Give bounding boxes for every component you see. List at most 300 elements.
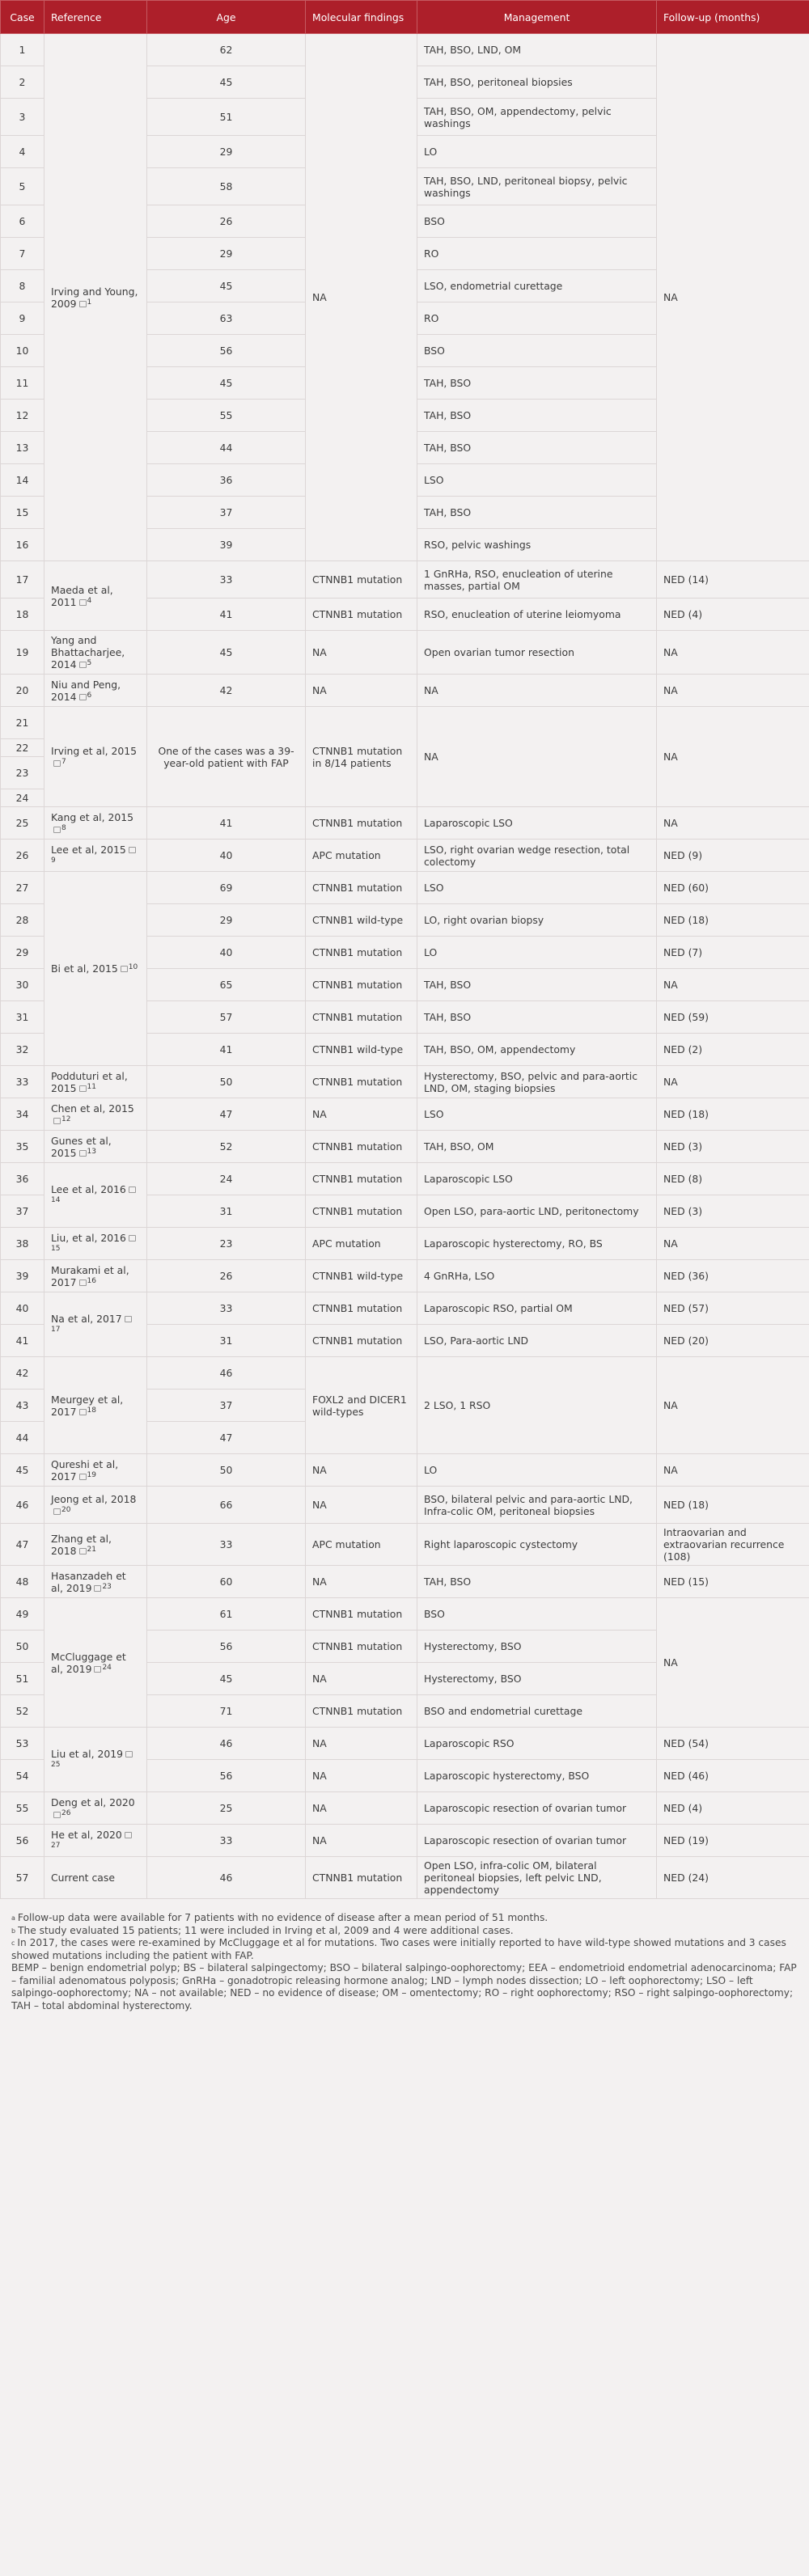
- reference-link-icon[interactable]: [79, 662, 87, 668]
- table-row: [1, 1066, 809, 1098]
- reference-link-icon[interactable]: [53, 1118, 61, 1124]
- reference-number: 25: [51, 1760, 61, 1769]
- followup-cell: NA: [657, 631, 809, 675]
- age-cell: 33: [147, 1524, 306, 1566]
- molecular-cell: CTNNB1 mutation: [306, 561, 417, 599]
- case-number-cell: 6: [1, 205, 44, 238]
- reference-cell: [44, 1825, 147, 1857]
- footnote: [11, 1925, 798, 1938]
- case-number-cell: 38: [1, 1228, 44, 1260]
- reference-text: Jeong et al, 2018: [51, 1492, 137, 1505]
- management-cell: RO: [417, 302, 657, 335]
- molecular-cell: NA: [306, 1566, 417, 1598]
- reference-number: 9: [51, 856, 56, 865]
- reference-cell: [44, 1066, 147, 1098]
- followup-cell: NED (9): [657, 840, 809, 872]
- table-row: [1, 1792, 809, 1825]
- management-cell: Hysterectomy, BSO, pelvic and para-aortic LND, OM, staging biopsies: [417, 1066, 657, 1098]
- age-cell: 31: [147, 1325, 306, 1357]
- age-cell: 56: [147, 1631, 306, 1663]
- age-cell: 66: [147, 1487, 306, 1524]
- case-number-cell: 10: [1, 335, 44, 367]
- reference-link-icon[interactable]: [79, 301, 87, 307]
- management-cell: Hysterectomy, BSO: [417, 1663, 657, 1695]
- case-number-cell: 50: [1, 1631, 44, 1663]
- molecular-cell: APC mutation: [306, 1228, 417, 1260]
- case-number-cell: 2: [1, 66, 44, 99]
- followup-cell: NED (4): [657, 1792, 809, 1825]
- case-number-cell: 25: [1, 807, 44, 840]
- management-cell: TAH, BSO: [417, 497, 657, 529]
- case-number-cell: 44: [1, 1422, 44, 1454]
- reference-text: Niu and Peng, 2014: [51, 678, 121, 703]
- case-number-cell: 52: [1, 1695, 44, 1728]
- reference-cell: [44, 1292, 147, 1357]
- age-cell: 31: [147, 1195, 306, 1228]
- molecular-cell: NA: [306, 34, 417, 561]
- age-cell: 52: [147, 1131, 306, 1163]
- molecular-cell: NA: [306, 1487, 417, 1524]
- molecular-cell: CTNNB1 mutation: [306, 1695, 417, 1728]
- management-cell: TAH, BSO, LND, OM: [417, 34, 657, 66]
- reference-link-icon[interactable]: [125, 1832, 132, 1838]
- age-cell: 36: [147, 464, 306, 497]
- management-cell: Open ovarian tumor resection: [417, 631, 657, 675]
- table-row: [1, 1292, 809, 1325]
- case-number-cell: 17: [1, 561, 44, 599]
- case-number-cell: 22: [1, 739, 44, 757]
- footnote-mark: c: [11, 1939, 15, 1947]
- age-cell: 65: [147, 969, 306, 1001]
- management-cell: 1 GnRHa, RSO, enucleation of uterine masses, partial OM: [417, 561, 657, 599]
- followup-cell: NED (18): [657, 1487, 809, 1524]
- management-cell: RSO, enucleation of uterine leiomyoma: [417, 599, 657, 631]
- management-cell: Laparoscopic resection of ovarian tumor: [417, 1792, 657, 1825]
- case-number-cell: 19: [1, 631, 44, 675]
- management-cell: Laparoscopic LSO: [417, 807, 657, 840]
- case-number-cell: 32: [1, 1034, 44, 1066]
- reference-text: Irving et al, 2015: [51, 744, 138, 757]
- reference-cell: [44, 1487, 147, 1524]
- reference-link-icon[interactable]: [53, 1508, 61, 1515]
- management-cell: TAH, BSO: [417, 969, 657, 1001]
- case-number-cell: 14: [1, 464, 44, 497]
- reference-number: 11: [87, 1082, 96, 1091]
- reference-link-icon[interactable]: [94, 1585, 101, 1592]
- reference-cell: [44, 872, 147, 1066]
- molecular-cell: CTNNB1 mutation: [306, 599, 417, 631]
- age-cell: 25: [147, 1792, 306, 1825]
- management-cell: NA: [417, 707, 657, 807]
- reference-link-icon[interactable]: [125, 1751, 133, 1758]
- reference-text: McCluggage et al, 2019: [51, 1650, 126, 1675]
- case-number-cell: 54: [1, 1760, 44, 1792]
- reference-text: Qureshi et al, 2017: [51, 1457, 119, 1483]
- age-cell: 33: [147, 1292, 306, 1325]
- management-cell: Laparoscopic RSO, partial OM: [417, 1292, 657, 1325]
- age-cell: 61: [147, 1598, 306, 1631]
- reference-number: 12: [61, 1115, 71, 1123]
- reference-link-icon[interactable]: [79, 1150, 87, 1157]
- molecular-cell: CTNNB1 mutation: [306, 937, 417, 969]
- followup-cell: NED (20): [657, 1325, 809, 1357]
- age-cell: 69: [147, 872, 306, 904]
- molecular-cell: NA: [306, 631, 417, 675]
- footnote-mark: a: [11, 1914, 15, 1922]
- reference-link-icon[interactable]: [94, 1666, 101, 1673]
- table-row: [1, 840, 809, 872]
- management-cell: TAH, BSO: [417, 1001, 657, 1034]
- molecular-cell: NA: [306, 1792, 417, 1825]
- reference-text: Podduturi et al, 2015: [51, 1069, 128, 1094]
- footnote-text: In 2017, the cases were re-examined by McCluggage et al for mutations. Two cases were initially reported to have wild-type showed mutations and 3 cases showed mutations including the patient with FAP.: [11, 1937, 786, 1961]
- reference-number: 23: [102, 1582, 112, 1591]
- management-cell: BSO: [417, 1598, 657, 1631]
- case-number-cell: 29: [1, 937, 44, 969]
- reference-text: Current case: [51, 1872, 115, 1884]
- case-number-cell: 24: [1, 789, 44, 807]
- reference-cell: [44, 1792, 147, 1825]
- case-number-cell: 55: [1, 1792, 44, 1825]
- molecular-cell: CTNNB1 mutation: [306, 969, 417, 1001]
- table-row: [1, 1598, 809, 1631]
- reference-number: 1: [87, 298, 92, 307]
- header-row: [1, 1, 809, 34]
- reference-link-icon[interactable]: [53, 760, 61, 767]
- reference-text: Hasanzadeh et al, 2019: [51, 1569, 126, 1594]
- table-row: [1, 1454, 809, 1487]
- reference-number: 24: [102, 1663, 112, 1672]
- molecular-cell: CTNNB1 mutation: [306, 1598, 417, 1631]
- management-cell: TAH, BSO, OM, appendectomy, pelvic washings: [417, 99, 657, 136]
- case-number-cell: 18: [1, 599, 44, 631]
- case-number-cell: 35: [1, 1131, 44, 1163]
- reference-link-icon[interactable]: [79, 1085, 87, 1092]
- reference-number: 20: [61, 1505, 71, 1514]
- table-row: [1, 1524, 809, 1566]
- reference-cell: [44, 1260, 147, 1292]
- reference-cell: [44, 1131, 147, 1163]
- reference-number: 26: [61, 1808, 71, 1817]
- reference-number: 8: [61, 823, 66, 832]
- followup-cell: NED (14): [657, 561, 809, 599]
- age-cell: 50: [147, 1454, 306, 1487]
- followup-cell: NA: [657, 1598, 809, 1728]
- age-cell: 33: [147, 561, 306, 599]
- molecular-cell: CTNNB1 wild-type: [306, 904, 417, 937]
- case-number-cell: 26: [1, 840, 44, 872]
- molecular-cell: FOXL2 and DICER1 wild-types: [306, 1357, 417, 1454]
- table-row: [1, 34, 809, 66]
- table-row: [1, 1131, 809, 1163]
- reference-cell: [44, 1454, 147, 1487]
- reference-link-icon[interactable]: [79, 694, 87, 700]
- age-cell: 24: [147, 1163, 306, 1195]
- management-cell: TAH, BSO, OM, appendectomy: [417, 1034, 657, 1066]
- age-cell: 62: [147, 34, 306, 66]
- molecular-cell: CTNNB1 mutation: [306, 1325, 417, 1357]
- footnote: [11, 1937, 798, 1962]
- management-cell: Hysterectomy, BSO: [417, 1631, 657, 1663]
- case-number-cell: 53: [1, 1728, 44, 1760]
- management-cell: Laparoscopic hysterectomy, RO, BS: [417, 1228, 657, 1260]
- followup-cell: NED (4): [657, 599, 809, 631]
- case-number-cell: 57: [1, 1857, 44, 1899]
- followup-cell: Intraovarian and extraovarian recurrence (108): [657, 1524, 809, 1566]
- reference-link-icon[interactable]: [79, 1474, 87, 1480]
- reference-cell: [44, 807, 147, 840]
- followup-cell: NA: [657, 969, 809, 1001]
- table-row: [1, 1260, 809, 1292]
- age-cell: 56: [147, 1760, 306, 1792]
- age-cell: 33: [147, 1825, 306, 1857]
- table-row: [1, 1566, 809, 1598]
- case-number-cell: 51: [1, 1663, 44, 1695]
- footnote: [11, 1912, 798, 1925]
- management-cell: LSO: [417, 1098, 657, 1131]
- management-cell: LSO, right ovarian wedge resection, total colectomy: [417, 840, 657, 872]
- case-number-cell: 21: [1, 707, 44, 739]
- reference-number: 21: [87, 1545, 96, 1554]
- followup-cell: NA: [657, 675, 809, 707]
- reference-link-icon[interactable]: [129, 1235, 136, 1241]
- reference-cell: [44, 1598, 147, 1728]
- case-number-cell: 49: [1, 1598, 44, 1631]
- age-cell: 46: [147, 1728, 306, 1760]
- reference-link-icon[interactable]: [121, 966, 128, 972]
- footnote-text: BEMP – benign endometrial polyp; BS – bilateral salpingectomy; BSO – bilateral salpingo-oophorectomy; EEA – endometrioid endometrial adenocarcinoma; FAP – familial adenomatous polyposis; GnRHa – gonadotropic releasing hormone analog; LND – lymph nodes dissection; LO – left oophorectomy; LSO – left salpingo-oophorectomy; NA – not available; NED – no evidence of disease; OM – omentectomy; RO – right oophorectomy; RSO – right salpingo-oophorectomy; TAH – total abdominal hysterectomy.: [11, 1962, 797, 2011]
- reference-text: Lee et al, 2016: [51, 1182, 126, 1195]
- table-row: [1, 631, 809, 675]
- reference-link-icon[interactable]: [129, 847, 136, 853]
- age-cell: One of the cases was a 39-year-old patient with FAP: [147, 707, 306, 807]
- molecular-cell: CTNNB1 mutation: [306, 1631, 417, 1663]
- reference-number: 14: [51, 1195, 61, 1204]
- reference-cell: [44, 1098, 147, 1131]
- management-cell: LSO: [417, 464, 657, 497]
- reference-cell: [44, 1566, 147, 1598]
- case-number-cell: 37: [1, 1195, 44, 1228]
- molecular-cell: NA: [306, 1454, 417, 1487]
- footnote-text: The study evaluated 15 patients; 11 were included in Irving et al, 2009 and 4 were additional cases.: [18, 1924, 514, 1936]
- age-cell: 56: [147, 335, 306, 367]
- age-cell: 41: [147, 807, 306, 840]
- case-number-cell: 27: [1, 872, 44, 904]
- molecular-cell: CTNNB1 wild-type: [306, 1260, 417, 1292]
- case-number-cell: 13: [1, 432, 44, 464]
- case-number-cell: 45: [1, 1454, 44, 1487]
- management-cell: Open LSO, para-aortic LND, peritonectomy: [417, 1195, 657, 1228]
- case-number-cell: 1: [1, 34, 44, 66]
- followup-cell: NED (54): [657, 1728, 809, 1760]
- molecular-cell: CTNNB1 wild-type: [306, 1034, 417, 1066]
- molecular-cell: CTNNB1 mutation: [306, 1857, 417, 1899]
- case-number-cell: 46: [1, 1487, 44, 1524]
- age-cell: 39: [147, 529, 306, 561]
- management-cell: LSO, endometrial curettage: [417, 270, 657, 302]
- header-reference: Reference: [44, 1, 147, 34]
- age-cell: 44: [147, 432, 306, 464]
- case-number-cell: 40: [1, 1292, 44, 1325]
- molecular-cell: CTNNB1 mutation: [306, 1163, 417, 1195]
- age-cell: 45: [147, 631, 306, 675]
- age-cell: 26: [147, 1260, 306, 1292]
- followup-cell: NA: [657, 1228, 809, 1260]
- age-cell: 58: [147, 168, 306, 205]
- followup-cell: NA: [657, 1454, 809, 1487]
- age-cell: 47: [147, 1422, 306, 1454]
- age-cell: 29: [147, 136, 306, 168]
- case-number-cell: 28: [1, 904, 44, 937]
- followup-cell: NED (3): [657, 1195, 809, 1228]
- management-cell: LO: [417, 1454, 657, 1487]
- management-cell: Laparoscopic hysterectomy, BSO: [417, 1760, 657, 1792]
- reference-cell: [44, 34, 147, 561]
- table-row: [1, 1228, 809, 1260]
- reference-cell: [44, 1728, 147, 1792]
- management-cell: BSO: [417, 335, 657, 367]
- table-row: [1, 872, 809, 904]
- reference-link-icon[interactable]: [79, 1280, 87, 1286]
- followup-cell: NED (2): [657, 1034, 809, 1066]
- management-cell: Open LSO, infra-colic OM, bilateral peritoneal biopsies, left pelvic LND, appendectomy: [417, 1857, 657, 1899]
- followup-cell: NA: [657, 1357, 809, 1454]
- reference-text: Lee et al, 2015: [51, 843, 126, 856]
- reference-cell: [44, 675, 147, 707]
- management-cell: BSO: [417, 205, 657, 238]
- reference-link-icon[interactable]: [53, 827, 61, 833]
- footnote-mark: b: [11, 1927, 16, 1935]
- reference-number: 15: [51, 1244, 61, 1253]
- age-cell: 41: [147, 599, 306, 631]
- age-cell: 60: [147, 1566, 306, 1598]
- reference-number: 18: [87, 1406, 96, 1415]
- case-number-cell: 3: [1, 99, 44, 136]
- management-cell: BSO and endometrial curettage: [417, 1695, 657, 1728]
- followup-cell: NED (8): [657, 1163, 809, 1195]
- case-number-cell: 7: [1, 238, 44, 270]
- case-number-cell: 36: [1, 1163, 44, 1195]
- management-cell: TAH, BSO, OM: [417, 1131, 657, 1163]
- reference-link-icon[interactable]: [53, 1812, 61, 1818]
- management-cell: RO: [417, 238, 657, 270]
- table-row: [1, 807, 809, 840]
- case-number-cell: 47: [1, 1524, 44, 1566]
- reference-link-icon[interactable]: [79, 1548, 87, 1554]
- molecular-cell: CTNNB1 mutation: [306, 1292, 417, 1325]
- age-cell: 45: [147, 367, 306, 400]
- followup-cell: NED (7): [657, 937, 809, 969]
- age-cell: 26: [147, 205, 306, 238]
- age-cell: 45: [147, 1663, 306, 1695]
- footnote: [11, 1962, 798, 2012]
- management-cell: RSO, pelvic washings: [417, 529, 657, 561]
- reference-text: Zhang et al, 2018: [51, 1532, 112, 1557]
- reference-text: Maeda et al, 2011: [51, 583, 113, 608]
- reference-number: 7: [61, 757, 66, 766]
- management-cell: LSO: [417, 872, 657, 904]
- management-cell: Laparoscopic resection of ovarian tumor: [417, 1825, 657, 1857]
- molecular-cell: CTNNB1 mutation: [306, 807, 417, 840]
- molecular-cell: CTNNB1 mutation: [306, 1066, 417, 1098]
- table-row: [1, 1487, 809, 1524]
- reference-number: 27: [51, 1841, 61, 1850]
- age-cell: 63: [147, 302, 306, 335]
- case-number-cell: 56: [1, 1825, 44, 1857]
- management-cell: NA: [417, 675, 657, 707]
- reference-cell: [44, 840, 147, 872]
- age-cell: 51: [147, 99, 306, 136]
- management-cell: TAH, BSO: [417, 1566, 657, 1598]
- reference-cell: [44, 1357, 147, 1454]
- followup-cell: NA: [657, 1066, 809, 1098]
- reference-text: Deng et al, 2020: [51, 1796, 135, 1808]
- reference-text: Bi et al, 2015: [51, 962, 118, 975]
- case-number-cell: 43: [1, 1390, 44, 1422]
- age-cell: 46: [147, 1357, 306, 1390]
- case-number-cell: 11: [1, 367, 44, 400]
- reference-link-icon[interactable]: [129, 1186, 136, 1193]
- reference-text: He et al, 2020: [51, 1828, 122, 1841]
- reference-cell: [44, 1228, 147, 1260]
- age-cell: 37: [147, 1390, 306, 1422]
- reference-cell: [44, 631, 147, 675]
- table-body: [1, 34, 809, 1899]
- reference-link-icon[interactable]: [125, 1316, 132, 1322]
- molecular-cell: NA: [306, 1728, 417, 1760]
- case-number-cell: 8: [1, 270, 44, 302]
- followup-cell: NED (18): [657, 1098, 809, 1131]
- reference-link-icon[interactable]: [79, 1409, 87, 1415]
- management-cell: Right laparoscopic cystectomy: [417, 1524, 657, 1566]
- footnote-text: Follow-up data were available for 7 patients with no evidence of disease after a mean period of 51 months.: [17, 1912, 549, 1923]
- age-cell: 46: [147, 1857, 306, 1899]
- followup-cell: NED (15): [657, 1566, 809, 1598]
- reference-link-icon[interactable]: [79, 599, 87, 606]
- management-cell: Laparoscopic RSO: [417, 1728, 657, 1760]
- reference-number: 6: [87, 691, 92, 700]
- management-cell: LO: [417, 136, 657, 168]
- header-case: Case: [1, 1, 44, 34]
- table-row: [1, 1163, 809, 1195]
- age-cell: 55: [147, 400, 306, 432]
- reference-text: Gunes et al, 2015: [51, 1134, 112, 1159]
- age-cell: 37: [147, 497, 306, 529]
- case-number-cell: 9: [1, 302, 44, 335]
- followup-cell: NA: [657, 707, 809, 807]
- case-number-cell: 31: [1, 1001, 44, 1034]
- reference-text: Murakami et al, 2017: [51, 1263, 129, 1288]
- reference-cell: [44, 1163, 147, 1228]
- case-number-cell: 12: [1, 400, 44, 432]
- followup-cell: NED (59): [657, 1001, 809, 1034]
- table-row: [1, 707, 809, 739]
- molecular-cell: APC mutation: [306, 1524, 417, 1566]
- molecular-cell: NA: [306, 1663, 417, 1695]
- followup-cell: NED (18): [657, 904, 809, 937]
- header-management: Management: [417, 1, 657, 34]
- age-cell: 50: [147, 1066, 306, 1098]
- reference-text: Irving and Young, 2009: [51, 285, 138, 310]
- molecular-cell: NA: [306, 1825, 417, 1857]
- management-cell: TAH, BSO: [417, 400, 657, 432]
- followup-cell: NED (60): [657, 872, 809, 904]
- age-cell: 40: [147, 937, 306, 969]
- table-row: [1, 675, 809, 707]
- table-footnotes: [0, 1899, 809, 2020]
- reference-number: 16: [87, 1276, 96, 1285]
- age-cell: 47: [147, 1098, 306, 1131]
